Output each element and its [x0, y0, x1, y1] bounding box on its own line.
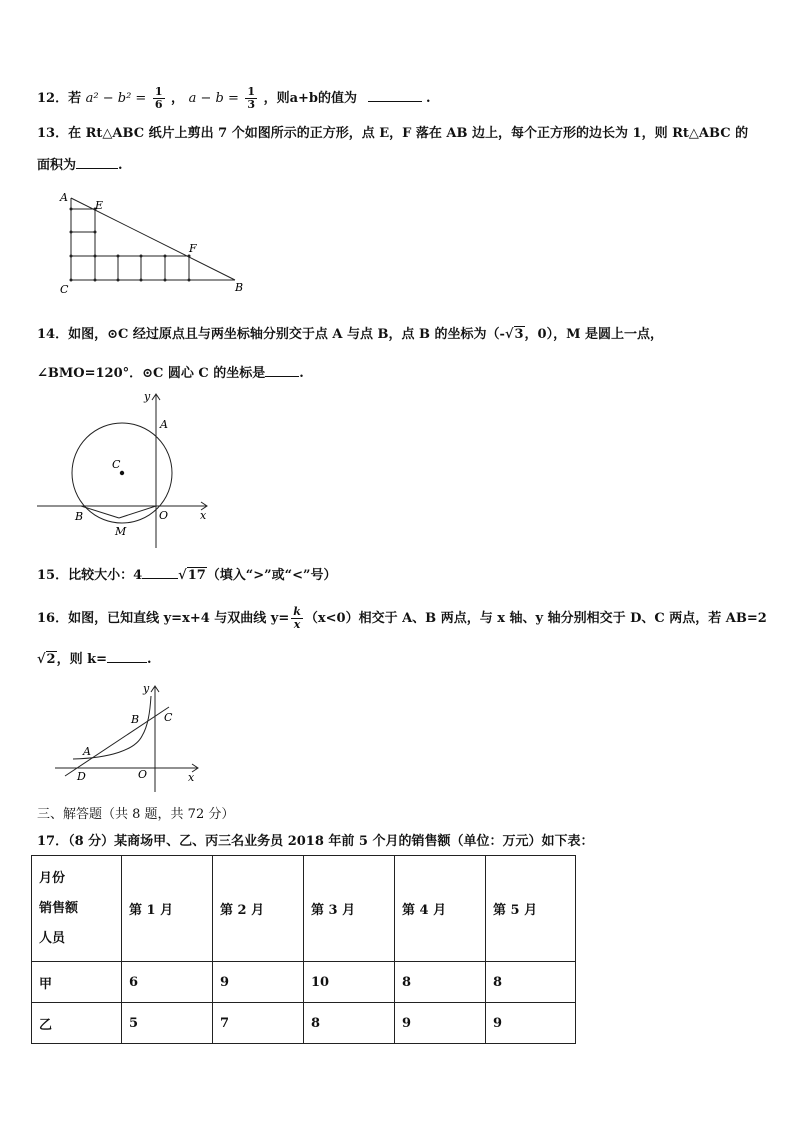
q16-frac: $\frac{k}{x}$	[293, 605, 301, 631]
section-3-title: 三、解答题（共 8 题，共 72 分）	[37, 807, 235, 822]
question-17: 17．（8 分）某商场甲、乙、丙三名业务员 2018 年前 5 个月的销售额（单位：万元）如下表：	[37, 834, 594, 849]
cell: 8	[304, 1003, 395, 1044]
question-16-line1: 16．如图，已知直线 y=x+4 与双曲线 y= $\frac{k}{x}$ （x<0）相交于 A、B 两点，与 x 轴、y 轴分别相交于 D、C 两点，若 AB=2	[37, 605, 767, 631]
label-C: C	[60, 283, 69, 296]
segment-BM	[81, 506, 119, 518]
q12-tail: ，则a+b的值为	[263, 91, 357, 106]
label-D: D	[77, 770, 86, 783]
sqrt: √17	[178, 568, 206, 583]
question-14-line1: 14．如图，⊙C 经过原点且与两坐标轴分别交于点 A 与点 B，点 B 的坐标为（-√3，0），M 是圆上一点，	[37, 325, 663, 345]
table-row	[32, 1003, 576, 1044]
q12-frac2: $\frac{1}{3}$	[247, 85, 256, 111]
sqrt: √3	[504, 327, 524, 342]
table-header-row	[32, 856, 576, 962]
label-O: O	[138, 768, 148, 781]
label-x: x	[200, 509, 207, 522]
question-12: 12．若 a² − b² = $\frac{1}{6}$ ， a − b = $\frac{1}{3}$ ，则a+b的值为 .	[37, 85, 431, 111]
q14-figure	[35, 388, 215, 550]
q13-figure	[55, 190, 255, 300]
label-C: C	[112, 458, 121, 471]
sales-table	[31, 855, 576, 1044]
label-B: B	[131, 713, 140, 726]
label-M: M	[115, 525, 127, 538]
label-y: y	[143, 682, 150, 695]
label-B: B	[235, 281, 244, 294]
question-14-line2: ∠BMO=120°．⊙C 圆心 C 的坐标是 .	[37, 362, 304, 384]
cell: 6	[122, 962, 213, 1003]
cell: 9	[486, 1003, 576, 1044]
cell: 10	[304, 962, 395, 1003]
question-13-line1: 13．在 Rt△ABC 纸片上剪出 7 个如图所示的正方形，点 E，F 落在 AB 边上，每个正方形的边长为 1，则 Rt△ABC 的	[37, 126, 749, 141]
corner-cell: 月份 销售额 人员	[32, 856, 122, 962]
q12-eq2: a − b =	[188, 91, 239, 106]
question-13-line2: 面积为 .	[37, 154, 123, 176]
label-A: A	[60, 191, 68, 204]
answer-blank	[368, 87, 422, 102]
cell: 7	[213, 1003, 304, 1044]
header-month-4: 第 4 月	[395, 856, 486, 962]
header-month-5: 第 5 月	[486, 856, 576, 962]
q12-eq1: a² − b² =	[85, 91, 147, 106]
answer-blank	[142, 564, 178, 579]
label-C: C	[164, 711, 173, 724]
table-row	[32, 962, 576, 1003]
line-y-x-plus-4	[65, 707, 169, 776]
answer-blank	[76, 154, 118, 169]
row-name: 甲	[32, 962, 122, 1003]
header-month-3: 第 3 月	[304, 856, 395, 962]
label-B: B	[75, 510, 84, 523]
sqrt: √2	[37, 652, 56, 667]
q16-figure	[55, 682, 205, 794]
q12-frac1: $\frac{1}{6}$	[154, 85, 163, 111]
segment-MO	[119, 506, 156, 518]
answer-blank	[265, 362, 299, 377]
label-O: O	[159, 509, 169, 522]
label-F: F	[189, 242, 197, 255]
cell: 8	[486, 962, 576, 1003]
row-name: 乙	[32, 1003, 122, 1044]
question-15: 15．比较大小：4 √17（填入“>”或“<”号）	[37, 564, 336, 586]
answer-blank	[107, 648, 147, 663]
center-point	[120, 471, 124, 475]
cell: 8	[395, 962, 486, 1003]
q12-number: 12．若	[37, 91, 82, 106]
question-16-line2: √2，则 k= .	[37, 648, 152, 670]
label-x: x	[188, 771, 195, 784]
label-A: A	[160, 418, 168, 431]
label-E: E	[95, 199, 104, 212]
label-y: y	[144, 390, 151, 403]
cell: 5	[122, 1003, 213, 1044]
label-A: A	[83, 745, 91, 758]
cell: 9	[395, 1003, 486, 1044]
cell: 9	[213, 962, 304, 1003]
header-month-2: 第 2 月	[213, 856, 304, 962]
header-month-1: 第 1 月	[122, 856, 213, 962]
